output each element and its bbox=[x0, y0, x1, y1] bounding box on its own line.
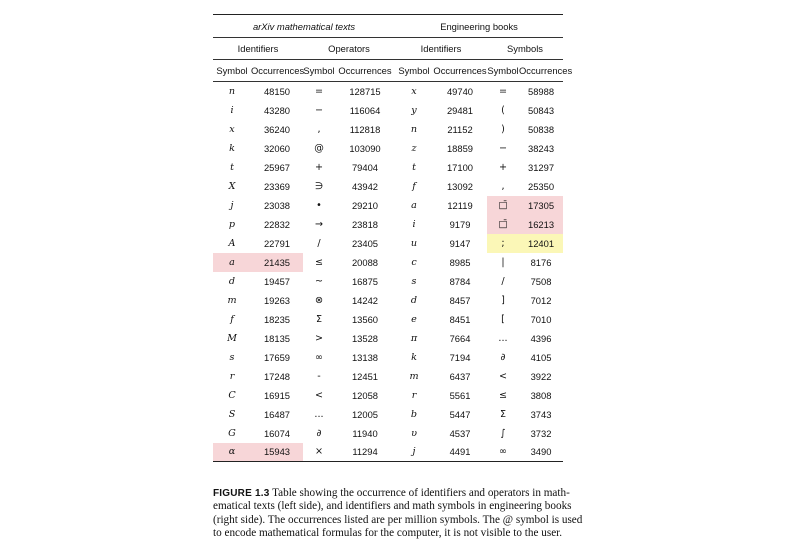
symbol-cell: y bbox=[411, 104, 417, 116]
symbol-cell: π bbox=[410, 332, 418, 344]
occurrence-cell: 23818 bbox=[351, 218, 379, 230]
symbol-cell: - bbox=[317, 370, 321, 382]
symbol-cell: , bbox=[317, 123, 321, 135]
table-page bbox=[213, 0, 573, 560]
symbol-cell: ⊗ bbox=[314, 294, 324, 306]
occurrence-cell: 36240 bbox=[263, 123, 291, 135]
occurrence-cell: 3808 bbox=[530, 389, 552, 401]
occurrence-cell: 16487 bbox=[263, 408, 291, 420]
table-row bbox=[213, 234, 563, 253]
symbol-cell: r bbox=[229, 370, 235, 382]
symbol-cell: s bbox=[229, 351, 235, 363]
occurrence-cell: 3490 bbox=[530, 446, 552, 458]
occurrence-cell: 12119 bbox=[447, 199, 473, 211]
occurrence-cell: 18859 bbox=[446, 142, 474, 154]
symbol-cell: = bbox=[314, 85, 324, 97]
occurrence-cell: 4105 bbox=[530, 351, 552, 363]
occurrence-table bbox=[213, 14, 573, 462]
symbol-cell: s bbox=[411, 275, 417, 287]
occurrence-cell: 116064 bbox=[349, 104, 381, 116]
symbol-cell: A bbox=[228, 237, 236, 249]
occurrence-cell: 16875 bbox=[351, 275, 379, 287]
symbol-cell: > bbox=[314, 332, 324, 344]
occurrence-cell: 29210 bbox=[351, 199, 379, 211]
occurrence-cell: 29481 bbox=[446, 104, 474, 116]
table-row bbox=[213, 177, 563, 196]
occurrence-cell: 5561 bbox=[449, 389, 471, 401]
occurrence-cell: 12401 bbox=[519, 234, 563, 253]
symbol-cell: ∋ bbox=[314, 180, 324, 192]
symbol-cell: a bbox=[411, 199, 417, 211]
symbol-cell: G bbox=[228, 427, 236, 439]
occurrence-cell: 79404 bbox=[351, 161, 379, 173]
occurrence-cell: 14242 bbox=[351, 294, 379, 306]
occurrence-cell: 17305 bbox=[519, 196, 563, 215]
occurrence-cell: 23369 bbox=[263, 180, 291, 192]
symbol-cell: x bbox=[411, 85, 417, 97]
table-row bbox=[213, 196, 563, 215]
table-row bbox=[213, 272, 563, 291]
occurrence-cell: 18235 bbox=[263, 313, 291, 325]
occurrence-cell: 8176 bbox=[530, 256, 552, 268]
symbol-cell: • bbox=[316, 199, 322, 211]
symbol-cell: ; bbox=[487, 234, 519, 253]
occurrence-cell: 22832 bbox=[263, 218, 291, 230]
group-header-engineering: Engineering books bbox=[440, 20, 518, 32]
symbol-cell: i bbox=[412, 218, 416, 230]
symbol-cell: − bbox=[314, 104, 324, 116]
occurrence-cell: 17248 bbox=[263, 370, 291, 382]
symbol-cell: ... bbox=[498, 332, 508, 344]
table-row bbox=[213, 367, 563, 386]
table-row bbox=[213, 82, 563, 101]
symbol-cell: / bbox=[501, 275, 505, 287]
occurrence-cell: 25967 bbox=[263, 161, 291, 173]
occurrence-cell: 32060 bbox=[263, 142, 291, 154]
symbol-cell: ≤ bbox=[498, 389, 508, 401]
symbol-cell: j bbox=[412, 446, 416, 458]
occurrence-cell: 19263 bbox=[263, 294, 291, 306]
symbol-cell: □̄ bbox=[487, 215, 519, 234]
table-row bbox=[213, 348, 563, 367]
occurrence-cell: 16074 bbox=[263, 427, 291, 439]
occurrence-cell: 31297 bbox=[527, 161, 555, 173]
symbol-cell: n bbox=[228, 85, 236, 97]
symbol-cell: + bbox=[498, 161, 508, 173]
occurrence-cell: 4396 bbox=[530, 332, 552, 344]
symbol-cell: f bbox=[412, 180, 416, 192]
occurrence-cell: 128715 bbox=[349, 85, 381, 97]
symbol-cell: | bbox=[501, 256, 505, 268]
subgroup-header: Identifiers bbox=[213, 38, 303, 60]
occurrence-cell: 9179 bbox=[449, 218, 471, 230]
symbol-cell: d bbox=[410, 294, 418, 306]
occurrence-cell: 17100 bbox=[446, 161, 474, 173]
occurrence-cell: 12451 bbox=[351, 370, 379, 382]
symbol-cell: < bbox=[498, 370, 508, 382]
occurrence-cell: 23038 bbox=[263, 199, 291, 211]
occurrence-cell: 8457 bbox=[449, 294, 471, 306]
caption-line: ematical texts (left side), and identifiers and math symbols in engineering books bbox=[213, 500, 572, 513]
table-body bbox=[213, 82, 563, 462]
symbol-cell: S bbox=[228, 408, 236, 420]
occurrence-cell: 11940 bbox=[352, 427, 378, 439]
column-header: Occurrences bbox=[519, 60, 563, 82]
symbol-cell: x bbox=[229, 123, 235, 135]
symbol-cell: □̄ bbox=[487, 196, 519, 215]
symbol-cell: @ bbox=[314, 142, 324, 154]
occurrence-cell: 16915 bbox=[263, 389, 291, 401]
occurrence-cell: 8784 bbox=[449, 275, 471, 287]
subgroup-header: Identifiers bbox=[395, 38, 487, 60]
symbol-cell: f bbox=[230, 313, 234, 325]
occurrence-cell: 50843 bbox=[527, 104, 555, 116]
symbol-cell: t bbox=[230, 161, 234, 173]
symbol-cell: m bbox=[227, 294, 237, 306]
symbol-cell: , bbox=[501, 180, 505, 192]
symbol-cell: ... bbox=[314, 408, 324, 420]
occurrence-cell: 21435 bbox=[251, 253, 303, 272]
occurrence-cell: 22791 bbox=[263, 237, 291, 249]
occurrence-cell: 13138 bbox=[351, 351, 379, 363]
occurrence-cell: 19457 bbox=[263, 275, 291, 287]
occurrence-cell: 5447 bbox=[449, 408, 471, 420]
occurrence-cell: 7664 bbox=[449, 332, 471, 344]
symbol-cell: α bbox=[213, 443, 251, 462]
symbol-cell: Σ bbox=[499, 408, 507, 420]
occurrence-cell: 8985 bbox=[449, 256, 471, 268]
symbol-cell: ∂ bbox=[316, 427, 322, 439]
occurrence-cell: 58988 bbox=[527, 85, 555, 97]
symbol-cell: [ bbox=[501, 313, 505, 325]
symbol-cell: b bbox=[410, 408, 418, 420]
occurrence-cell: 4491 bbox=[449, 446, 471, 458]
table-row bbox=[213, 158, 563, 177]
occurrence-cell: 43280 bbox=[263, 104, 291, 116]
column-header: Occurrences bbox=[335, 60, 395, 82]
column-header: Symbol bbox=[303, 60, 335, 82]
symbol-cell: e bbox=[411, 313, 417, 325]
symbol-cell: ] bbox=[501, 294, 505, 306]
symbol-cell: j bbox=[230, 199, 234, 211]
symbol-cell: k bbox=[411, 351, 417, 363]
symbol-cell: t bbox=[412, 161, 416, 173]
occurrence-cell: 25350 bbox=[527, 180, 555, 192]
symbol-cell: − bbox=[498, 142, 508, 154]
symbol-cell: ~ bbox=[314, 275, 324, 287]
subgroup-header: Symbols bbox=[487, 38, 563, 60]
occurrence-cell: 18135 bbox=[263, 332, 291, 344]
occurrence-cell: 6437 bbox=[449, 370, 471, 382]
occurrence-cell: 8451 bbox=[449, 313, 471, 325]
symbol-cell: i bbox=[230, 104, 234, 116]
column-header: Symbol bbox=[395, 60, 433, 82]
occurrence-cell: 7012 bbox=[530, 294, 552, 306]
column-header: Symbol bbox=[487, 60, 519, 82]
table-row bbox=[213, 405, 563, 424]
symbol-cell: / bbox=[317, 237, 321, 249]
caption-line: to encode mathematical formulas for the computer, it is not visible to the user. bbox=[213, 527, 563, 540]
symbol-cell: ∞ bbox=[499, 446, 507, 458]
column-header: Occurrences bbox=[433, 60, 487, 82]
symbol-cell: n bbox=[410, 123, 418, 135]
occurrence-cell: 7010 bbox=[530, 313, 552, 325]
symbol-cell: ∫ bbox=[500, 427, 506, 439]
occurrence-cell: 7508 bbox=[530, 275, 552, 287]
occurrence-cell: 3922 bbox=[530, 370, 552, 382]
symbol-cell: m bbox=[409, 370, 419, 382]
symbol-cell: u bbox=[410, 237, 418, 249]
table-row bbox=[213, 329, 563, 348]
symbol-cell: k bbox=[229, 142, 235, 154]
table-row bbox=[213, 101, 563, 120]
symbol-cell: p bbox=[228, 218, 236, 230]
table-row bbox=[213, 253, 563, 272]
symbol-cell: a bbox=[213, 253, 251, 272]
symbol-cell: → bbox=[314, 218, 324, 230]
table-row bbox=[213, 386, 563, 405]
occurrence-cell: 48150 bbox=[263, 85, 291, 97]
table-row bbox=[213, 310, 563, 329]
occurrence-cell: 13092 bbox=[446, 180, 474, 192]
symbol-cell: < bbox=[314, 389, 324, 401]
occurrence-cell: 21152 bbox=[447, 123, 473, 135]
symbol-cell: ( bbox=[501, 104, 505, 116]
column-header: Occurrences bbox=[251, 60, 303, 82]
figure-label: FIGURE 1.3 bbox=[213, 488, 270, 499]
occurrence-cell: 38243 bbox=[527, 142, 555, 154]
symbol-cell: ) bbox=[501, 123, 505, 135]
occurrence-cell: 9147 bbox=[449, 237, 471, 249]
occurrence-cell: 15943 bbox=[251, 443, 303, 462]
table-row bbox=[213, 291, 563, 310]
table-row bbox=[213, 424, 563, 443]
occurrence-cell: 103090 bbox=[349, 142, 381, 154]
occurrence-cell: 13560 bbox=[351, 313, 379, 325]
symbol-cell: ≤ bbox=[314, 256, 324, 268]
occurrence-cell: 12058 bbox=[351, 389, 379, 401]
symbol-cell: υ bbox=[411, 427, 417, 439]
symbol-cell: r bbox=[411, 389, 417, 401]
caption-line: Table showing the occurrence of identifiers and operators in math- bbox=[272, 487, 570, 499]
symbol-cell: × bbox=[314, 446, 324, 458]
occurrence-cell: 20088 bbox=[351, 256, 379, 268]
occurrence-cell: 50838 bbox=[527, 123, 555, 135]
symbol-cell: ∂ bbox=[500, 351, 506, 363]
symbol-cell: c bbox=[411, 256, 417, 268]
subgroup-header: Operators bbox=[303, 38, 395, 60]
occurrence-cell: 17659 bbox=[263, 351, 291, 363]
symbol-cell: Σ bbox=[315, 313, 323, 325]
table-row bbox=[213, 120, 563, 139]
symbol-cell: X bbox=[228, 180, 236, 192]
occurrence-cell: 12005 bbox=[351, 408, 379, 420]
table-row bbox=[213, 443, 563, 462]
occurrence-cell: 11294 bbox=[352, 446, 378, 458]
occurrence-cell: 16213 bbox=[519, 215, 563, 234]
occurrence-cell: 13528 bbox=[351, 332, 379, 344]
column-header: Symbol bbox=[213, 60, 251, 82]
symbol-cell: ∞ bbox=[315, 351, 323, 363]
symbol-cell: C bbox=[228, 389, 236, 401]
occurrence-cell: 4537 bbox=[449, 427, 471, 439]
symbol-cell: M bbox=[227, 332, 237, 344]
occurrence-cell: 43942 bbox=[351, 180, 379, 192]
table-row bbox=[213, 215, 563, 234]
group-header-arxiv: arXiv mathematical texts bbox=[252, 20, 356, 32]
occurrence-cell: 3732 bbox=[530, 427, 552, 439]
caption-line: (right side). The occurrences listed are per million symbols. The @ symbol is used bbox=[213, 513, 583, 526]
occurrence-cell: 112818 bbox=[349, 123, 381, 135]
symbol-cell: d bbox=[228, 275, 236, 287]
occurrence-cell: 49740 bbox=[446, 85, 474, 97]
figure-caption bbox=[213, 487, 583, 541]
occurrence-cell: 7194 bbox=[449, 351, 471, 363]
symbol-cell: z bbox=[411, 142, 417, 154]
occurrence-cell: 3743 bbox=[530, 408, 552, 420]
symbol-cell: = bbox=[498, 85, 508, 97]
table-row bbox=[213, 139, 563, 158]
occurrence-cell: 23405 bbox=[351, 237, 379, 249]
symbol-cell: + bbox=[314, 161, 324, 173]
